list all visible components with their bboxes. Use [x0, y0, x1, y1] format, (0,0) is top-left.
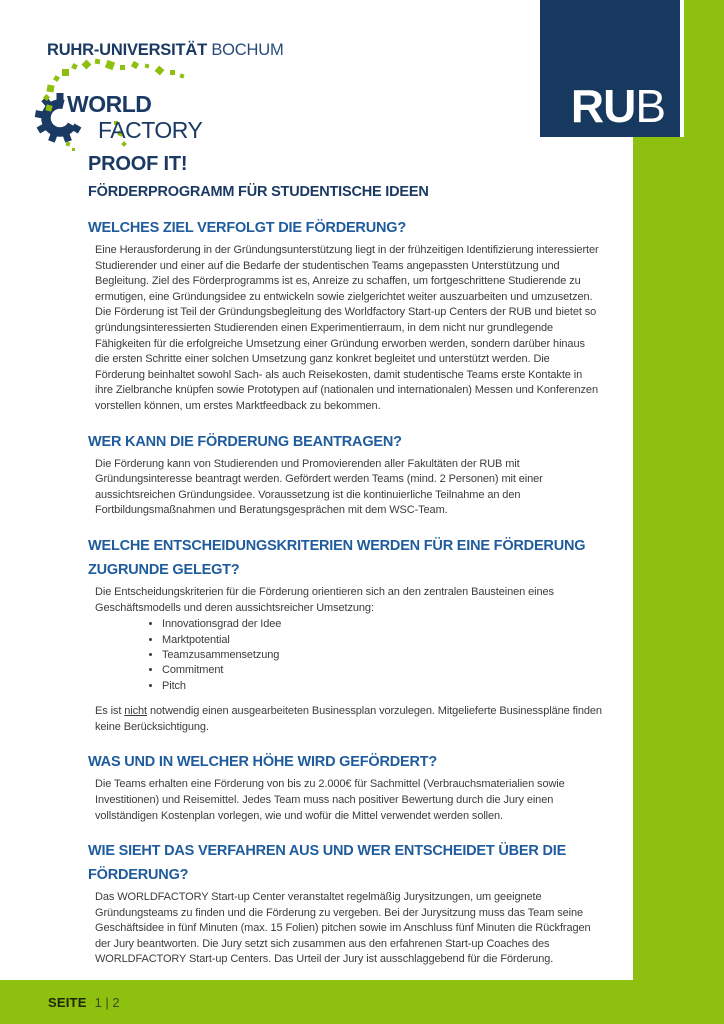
section-heading: WELCHES ZIEL VERFOLGT DIE FÖRDERUNG? — [88, 220, 406, 236]
document-content — [88, 152, 602, 968]
section-paragraph: Die Entscheidungskriterien für die Förderung orientieren sich an den zentralen Bausteinen eines Geschäftsmodells und deren aussichtsreicher Umsetzung: — [95, 585, 554, 614]
list-item: • Pitch — [162, 679, 602, 694]
list-item: • Teamzusammensetzung — [162, 648, 602, 663]
list-item: • Commitment — [162, 663, 602, 678]
section-hoehe — [88, 750, 602, 824]
section-heading: WELCHE ENTSCHEIDUNGSKRITERIEN WERDEN FÜR EINE FÖRDERUNG ZUGRUNDE GELEGT? — [88, 537, 586, 578]
underlined-word: nicht — [124, 705, 147, 718]
section-heading: WAS UND IN WELCHER HÖHE WIRD GEFÖRDERT? — [88, 754, 438, 771]
worldfactory-logo — [42, 58, 212, 155]
rub-logo-text: RUB — [570, 80, 665, 132]
list-item: • Marktpotential — [162, 633, 602, 648]
section-verfahren — [88, 839, 602, 968]
list-item: • Innovationsgrad der Idee — [162, 617, 602, 632]
section-kriterien — [88, 534, 602, 735]
footer-page-number: 1 | 2 — [94, 994, 120, 1010]
section-paragraph: Die Teams erhalten eine Förderung von bis zu 2.000€ für Sachmittel (Verbrauchsmaterialien sowie Investitionen) und Reisemittel. Jedes Team muss nach positiver Bewertung durch die Jury einen vollständigen Kostenplan vorlegen, wie und wofür die Mittel verwendet werden sollen. — [95, 778, 565, 822]
page-subtitle: FÖRDERPROGRAMM FÜR STUDENTISCHE IDEEN — [88, 184, 429, 200]
section-paragraph: Das WORLDFACTORY Start-up Center veranstaltet regelmäßig Jurysitzungen, um geeignete Gründungsteams zu finden und die Förderung zu vergeben. Bei der Jurysitzung muss das Team seine Geschäftsidee in fünf Minuten (max. 15 Folien) pitchen sowie im Anschluss fünf Minuten die Rückfragen der Jury beantworten. Die Jury setzt sich zusammen aus den erfahrenen Start-up Coaches des WORLDFACTORY Start-up Centers. Das Urteil der Jury ist ausschlaggebend für die Förderung. — [95, 891, 591, 966]
businessplan-note: Es ist nicht notwendig einen ausgearbeiteten Businessplan vorzulegen. Mitgelieferte Businesspläne finden keine Berücksichtigung. — [95, 705, 602, 733]
green-strip-top — [684, 0, 724, 137]
section-ziel — [88, 216, 602, 415]
section-heading: WER KANN DIE FÖRDERUNG BEANTRAGEN? — [88, 433, 402, 450]
page-title: PROOF IT! — [88, 153, 188, 175]
section-paragraph: Eine Herausforderung in der Gründungsunterstützung liegt in der frühzeitigen Identifizierung interessierter Studierender und einer auf die Bedarfe der studentischen Teams angepassten Unterstützung und Begleitung. Ziel des Förderprogramms ist es, Anreize zu schaffen, um fortgeschrittene Studierende zu ermutigen, eine Gründungsidee zu entwickeln sowie zielgerichtet weiter auszuarbeiten und umzusetzen. Die Förderung ist Teil der Gründungsbegleitung des Worldfactory Start-up Centers der RUB und bietet so gründungsinteressierten Studierenden einen Experimentierraum, in dem nicht nur grundlegende Fähigkeiten für die erfolgreiche Umsetzung einer Gründung erworben werden, sondern darüber hinaus die ersten Schritte einer solchen Umsetzung ganz konkret begleitet und unterstützt werden. Die Förderung beinhaltet sowohl Sach- als auch Reisekosten, damit studentische Teams erste Kontakte in ihre Zielbranche knüpfen sowie Prototypen auf (nationalen und internationalen) Messen und Konferenzen vorstellen können, um erstes Marktfeedback zu bekommen. — [95, 244, 599, 412]
university-name-regular: BOCHUM — [211, 41, 284, 59]
rub-logo — [540, 0, 680, 137]
section-beantragen — [88, 430, 602, 519]
footer-label: SEITE — [48, 994, 87, 1010]
logo-text-world: WORLD — [67, 91, 152, 117]
university-name-bold: RUHR-UNIVERSITÄT — [47, 41, 207, 59]
criteria-list — [145, 617, 602, 694]
section-paragraph: Die Förderung kann von Studierenden und Promovierenden aller Fakultäten der RUB mit Gründungsinteresse beantragt werden. Gefördert werden Teams (mind. 2 Personen) mit einer aussichtsreichen Gründungsidee. Voraussetzung ist die kontinuierliche Teilnahme an den Fortbildungsmaßnahmen und Beratungsgesprächen mit dem WSC-Team. — [95, 457, 543, 517]
section-heading: WIE SIEHT DAS VERFAHREN AUS UND WER ENTSCHEIDET ÜBER DIE FÖRDERUNG? — [88, 843, 567, 884]
page-footer — [0, 980, 724, 1024]
green-sidebar — [633, 137, 724, 980]
logo-text-factory: FACTORY — [98, 117, 203, 143]
